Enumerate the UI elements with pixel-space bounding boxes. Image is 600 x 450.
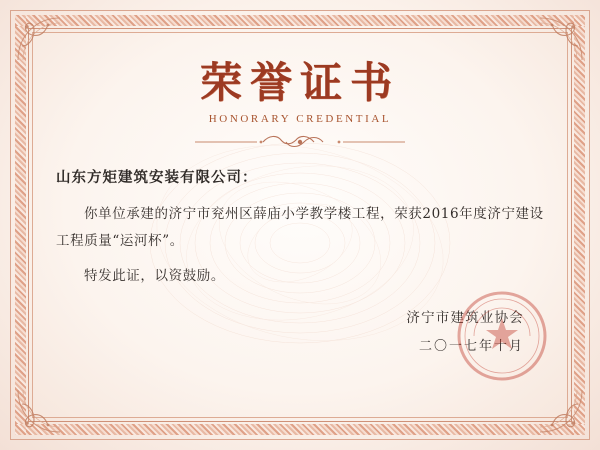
- ornamental-divider-icon: [195, 134, 405, 150]
- citation-paragraph-line-2: 工程质量“运河杯”。: [56, 233, 184, 249]
- signature-zone: [42, 306, 558, 354]
- page-subtitle: HONORARY CREDENTIAL: [208, 113, 392, 125]
- page-title: 荣誉证书: [199, 58, 400, 107]
- recipient-name: 山东方矩建筑安装有限公司：: [56, 169, 258, 186]
- issuing-organization: 济宁市建筑业协会: [406, 310, 524, 326]
- body-zone: [42, 166, 558, 290]
- certificate-content: [42, 40, 558, 410]
- issue-date: 二〇一七年十月: [418, 339, 524, 354]
- closing-paragraph: 特发此证，以资鼓励。: [84, 268, 225, 284]
- citation-paragraph-line-1: 你单位承建的济宁市兖州区薛庙小学教学楼工程，荣获2016年度济宁建设: [84, 206, 544, 222]
- title-zone: [42, 40, 558, 150]
